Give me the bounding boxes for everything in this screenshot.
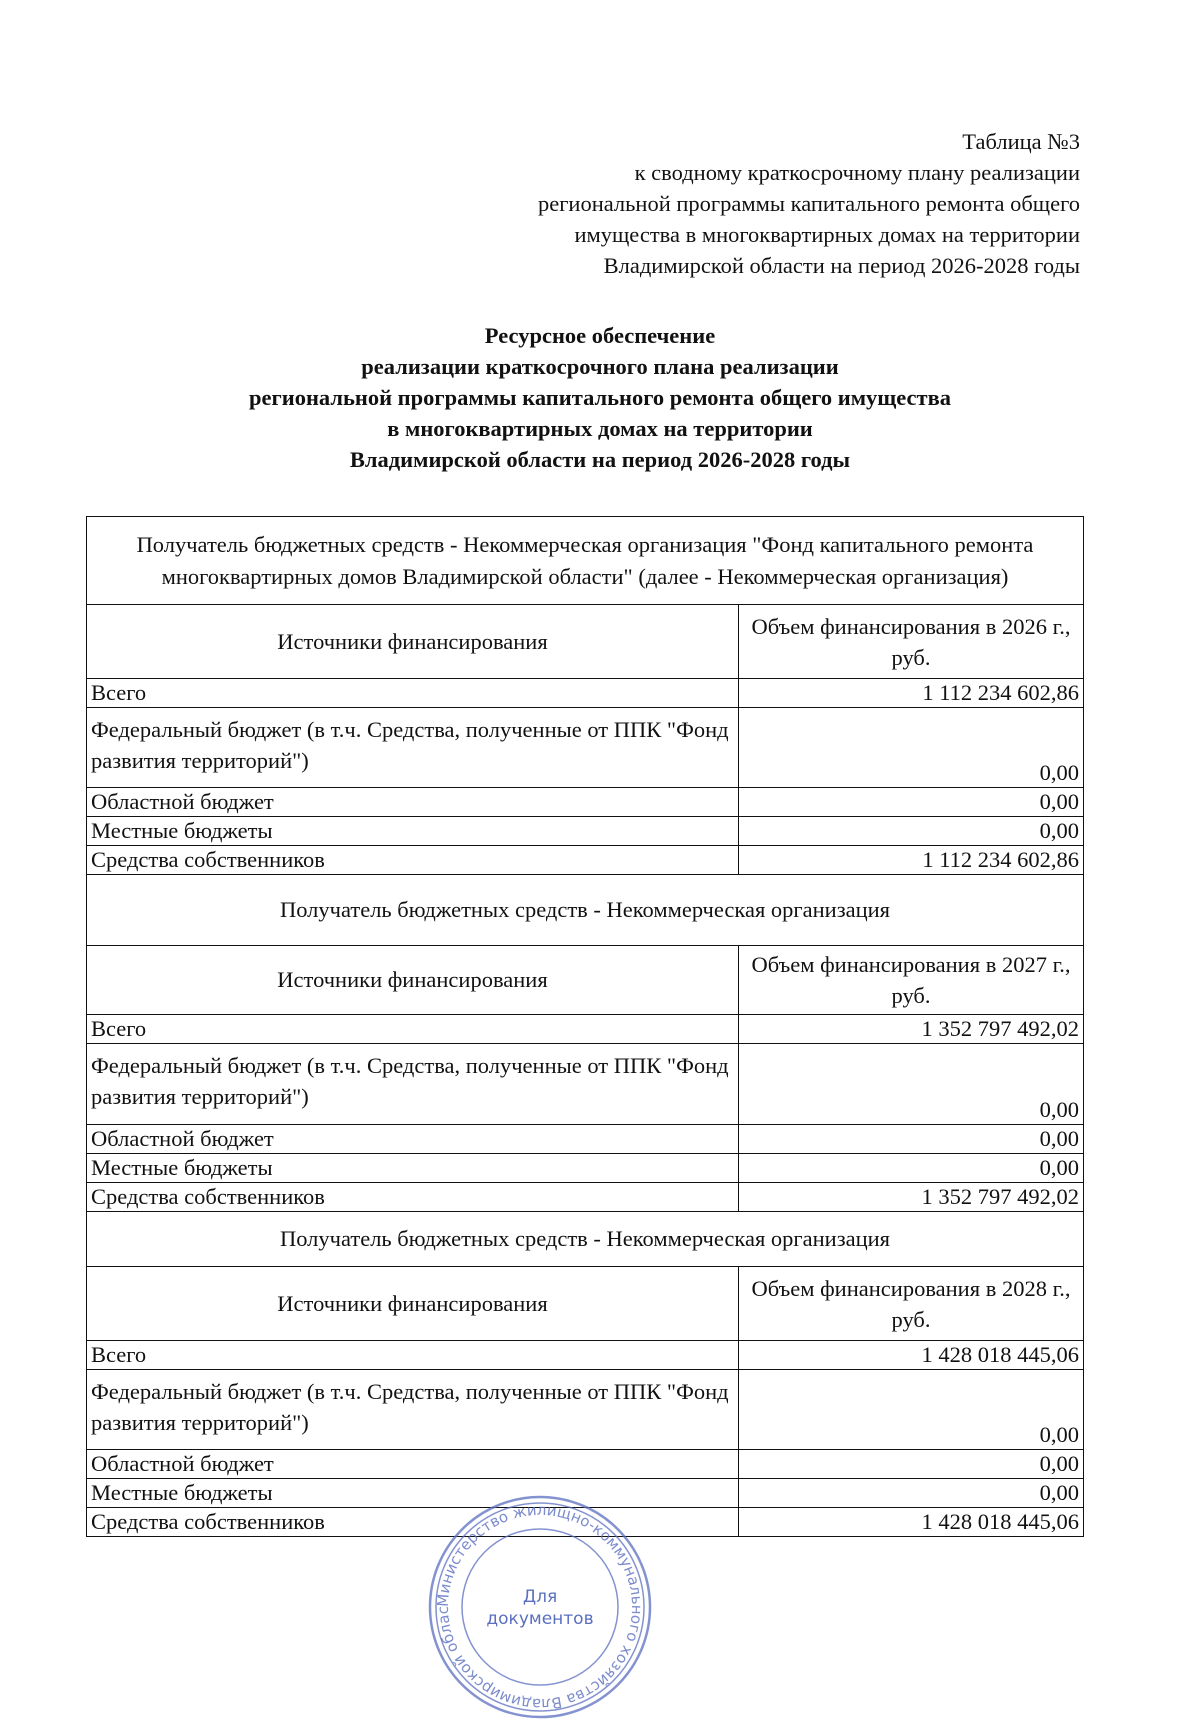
appendix-line: Владимирской области на период 2026-2028 годы [603, 253, 1080, 278]
row-value: 0,00 [739, 1370, 1084, 1450]
header-volume: Объем финансирования в 2027 г., руб. [739, 946, 1084, 1015]
row-value: 0,00 [739, 1154, 1084, 1183]
table-row [87, 1370, 1084, 1450]
appendix-line: имущества в многоквартирных домах на территории [574, 222, 1080, 247]
row-label: Местные бюджеты [87, 1479, 739, 1508]
header-source: Источники финансирования [87, 946, 739, 1015]
row-value: 0,00 [739, 817, 1084, 846]
row-label: Федеральный бюджет (в т.ч. Средства, полученные от ППК "Фонд развития территорий") [87, 1370, 739, 1450]
header-row [87, 605, 1084, 679]
recipient-row [87, 1212, 1084, 1267]
header-source: Источники финансирования [87, 1267, 739, 1341]
row-value: 0,00 [739, 708, 1084, 788]
title-line: региональной программы капитального ремонта общего имущества [249, 385, 951, 410]
row-value: 1 428 018 445,06 [739, 1508, 1084, 1537]
row-label: Областной бюджет [87, 1125, 739, 1154]
funding-table [86, 516, 1084, 1537]
table-row [87, 1341, 1084, 1370]
stamp-line: документов [486, 1609, 594, 1629]
title-line: в многоквартирных домах на территории [387, 416, 813, 441]
table-row [87, 679, 1084, 708]
recipient-cell: Получатель бюджетных средств - Некоммерческая организация [87, 1212, 1084, 1267]
header-volume: Объем финансирования в 2028 г., руб. [739, 1267, 1084, 1341]
appendix-note [460, 126, 1080, 281]
table-row [87, 1450, 1084, 1479]
stamp-center-text [425, 1586, 655, 1630]
row-value: 0,00 [739, 1125, 1084, 1154]
stamp-line: Для [522, 1587, 558, 1607]
row-label: Средства собственников [87, 1508, 739, 1537]
recipient-row [87, 517, 1084, 605]
table-row [87, 1125, 1084, 1154]
title-line: Владимирской области на период 2026-2028 годы [349, 447, 851, 472]
row-value: 0,00 [739, 1450, 1084, 1479]
title-line: реализации краткосрочного плана реализации [361, 354, 839, 379]
header-volume: Объем финансирования в 2026 г., руб. [739, 605, 1084, 679]
row-value: 0,00 [739, 1044, 1084, 1125]
row-label: Федеральный бюджет (в т.ч. Средства, полученные от ППК "Фонд развития территорий") [87, 708, 739, 788]
row-value: 1 428 018 445,06 [739, 1341, 1084, 1370]
recipient-row [87, 875, 1084, 946]
row-value: 0,00 [739, 788, 1084, 817]
row-label: Местные бюджеты [87, 1154, 739, 1183]
row-value: 1 112 234 602,86 [739, 846, 1084, 875]
row-label: Всего [87, 1015, 739, 1044]
appendix-line: к сводному краткосрочному плану реализации [634, 160, 1080, 185]
stamp-ring-text: Министерство жилищно-коммунального хозяйства Владимирской облас [433, 1500, 647, 1714]
header-row [87, 1267, 1084, 1341]
header-row [87, 946, 1084, 1015]
row-value: 1 352 797 492,02 [739, 1015, 1084, 1044]
row-label: Местные бюджеты [87, 817, 739, 846]
title-line: Ресурсное обеспечение [484, 323, 716, 348]
row-label: Средства собственников [87, 846, 739, 875]
row-label: Всего [87, 1341, 739, 1370]
table-row [87, 1154, 1084, 1183]
table-row [87, 846, 1084, 875]
table-row [87, 1183, 1084, 1212]
row-label: Всего [87, 679, 739, 708]
row-label: Федеральный бюджет (в т.ч. Средства, полученные от ППК "Фонд развития территорий") [87, 1044, 739, 1125]
recipient-cell: Получатель бюджетных средств - Некоммерческая организация [87, 875, 1084, 946]
row-label: Областной бюджет [87, 1450, 739, 1479]
table-row [87, 1044, 1084, 1125]
header-source: Источники финансирования [87, 605, 739, 679]
row-value: 1 112 234 602,86 [739, 679, 1084, 708]
row-label: Областной бюджет [87, 788, 739, 817]
table-row [87, 708, 1084, 788]
table-row [87, 1015, 1084, 1044]
table-row [87, 817, 1084, 846]
document-title [0, 320, 1200, 475]
appendix-line: Таблица №3 [962, 129, 1080, 154]
appendix-line: региональной программы капитального ремонта общего [537, 191, 1080, 216]
row-label: Средства собственников [87, 1183, 739, 1212]
table-row [87, 788, 1084, 817]
recipient-cell: Получатель бюджетных средств - Некоммерческая организация "Фонд капитального ремонта многоквартирных домов Владимирской области" (далее - Некоммерческая организация) [87, 517, 1084, 605]
row-value: 0,00 [739, 1479, 1084, 1508]
official-stamp [425, 1492, 655, 1722]
row-value: 1 352 797 492,02 [739, 1183, 1084, 1212]
